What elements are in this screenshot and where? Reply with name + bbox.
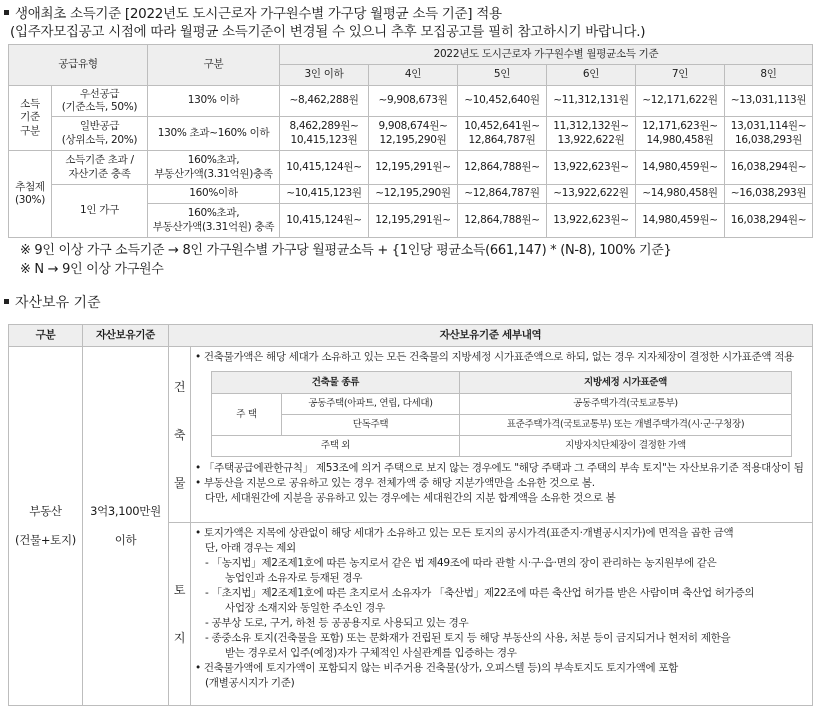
square-bullet-icon — [4, 299, 9, 304]
land-note: - 「농지법」제2조제1호에 따른 농지로서 같은 법 제49조에 따라 관할 시·구·읍·면의 장이 관리하는 농지원부에 같은 — [205, 557, 717, 569]
building-note: • 부동산을 지분으로 공유하고 있는 경우 전체가액 중 해당 지분가액만을 소유한 것으로 봄. — [195, 477, 595, 489]
income-cell: ~12,195,290원 — [369, 185, 458, 204]
income-standard-table — [8, 44, 813, 238]
table-row — [212, 436, 792, 457]
land-note: • 토지가액은 지목에 상관없이 해당 세대가 소유하고 있는 모든 토지의 공시가격(표준지·개별공시지가)에 면적을 곱한 금액 — [195, 527, 734, 539]
land-note: 농업인과 소유자로 등재된 경우 — [225, 572, 363, 584]
standard-value-cell: 지방자치단체장이 결정한 가액 — [460, 436, 792, 457]
header-household-size: 3인 이하 — [280, 65, 369, 86]
header-supply-type: 공급유형 — [9, 45, 148, 86]
table-row — [212, 394, 792, 415]
land-note: 받는 경우로서 입주(예정)자가 구체적인 사실관계를 입증하는 경우 — [225, 647, 517, 659]
header-household-size: 8인 — [725, 65, 813, 86]
income-cell: 12,171,623원~ 14,980,458원 — [636, 117, 725, 151]
table-row — [9, 185, 813, 204]
income-cell: 12,195,291원~ — [369, 151, 458, 185]
income-cell: ~12,171,622원 — [636, 86, 725, 117]
table-row — [9, 347, 813, 523]
income-cell: ~12,864,787원 — [458, 185, 547, 204]
header-asset-category: 구분 — [9, 325, 83, 347]
land-note: - 종중소유 토지(건축물을 포함) 또는 문화재가 건립된 토지 등 해당 부동산의 사용, 처분 등이 금지되거나 현저히 제한을 — [205, 632, 731, 644]
income-cell: 12,864,788원~ — [458, 204, 547, 238]
income-cell: 13,922,623원~ — [547, 151, 636, 185]
income-cell: 10,415,124원~ — [280, 204, 369, 238]
land-note: • 건축물가액에 토지가액이 포함되지 않는 비주거용 건축물(상가, 오피스텔 등)의 부속토지도 토지가액에 포함 — [195, 662, 679, 674]
income-cell: 14,980,459원~ — [636, 151, 725, 185]
header-asset-standard: 자산보유기준 — [83, 325, 169, 347]
land-detail — [191, 523, 813, 706]
building-intro: • 건축물가액은 해당 세대가 소유하고 있는 모든 건축물의 지방세정 시가표준액으로 하되, 없는 경우 지자체장이 결정한 시가표준액 적용 — [195, 351, 794, 363]
category-cell: 130% 이하 — [148, 86, 280, 117]
supply-type-cell: 일반공급 (상위소득, 20%) — [52, 117, 148, 151]
asset-title-text: 자산보유 기준 — [15, 295, 101, 311]
header-building-kind: 건축물 종류 — [212, 372, 460, 394]
land-label: 토 지 — [169, 523, 191, 706]
income-cell: ~8,462,288원 — [280, 86, 369, 117]
standard-value-cell: 표준주택가격(국토교통부) 또는 개별주택가격(시·군·구청장) — [460, 415, 792, 436]
building-label: 건 축 물 — [169, 347, 191, 523]
category-cell: 160%초과, 부동산가액(3.31억원)충족 — [148, 151, 280, 185]
table-row — [9, 151, 813, 185]
supply-type-cell: 소득기준 초과 / 자산기준 충족 — [52, 151, 148, 185]
building-note: 다만, 세대원간에 지분을 공유하고 있는 경우에는 세대원간의 지분 합계액을 소유한 것으로 봄 — [205, 492, 616, 504]
income-cell: ~13,031,113원 — [725, 86, 813, 117]
building-kind-cell: 주택 외 — [212, 436, 460, 457]
asset-category-cell: 부동산 (건물+토지) — [9, 347, 83, 706]
supply-type-cell: 우선공급 (기준소득, 50%) — [52, 86, 148, 117]
income-cell: 14,980,459원~ — [636, 204, 725, 238]
asset-standard-table — [8, 324, 813, 706]
income-cell: ~9,908,673원 — [369, 86, 458, 117]
income-section-title — [4, 2, 502, 22]
income-cell: ~16,038,293원 — [725, 185, 813, 204]
group-label-lottery: 추첨제 (30%) — [9, 151, 52, 238]
standard-value-cell: 공동주택가격(국토교통부) — [460, 394, 792, 415]
land-note: 사업장 소재지와 동일한 주소인 경우 — [225, 602, 385, 614]
income-cell: 13,922,623원~ — [547, 204, 636, 238]
income-cell: 9,908,674원~ 12,195,290원 — [369, 117, 458, 151]
building-valuation-table — [211, 371, 792, 457]
header-category: 구분 — [148, 45, 280, 86]
table-row — [9, 117, 813, 151]
income-cell: 8,462,289원~ 10,415,123원 — [280, 117, 369, 151]
table-row — [212, 415, 792, 436]
income-cell: ~10,452,640원 — [458, 86, 547, 117]
building-detail — [191, 347, 813, 523]
income-cell: ~11,312,131원 — [547, 86, 636, 117]
supply-type-cell: 1인 가구 — [52, 185, 148, 238]
land-note: (개별공시지가 기준) — [205, 677, 295, 689]
income-section-subtitle: (입주자모집공고 시점에 따라 월평균 소득기준이 변경될 수 있으니 추후 모집공고를 필히 참고하시기 바랍니다.) — [10, 24, 646, 40]
house-label: 주 택 — [212, 394, 282, 436]
header-household-size: 5인 — [458, 65, 547, 86]
header-standard-value: 지방세정 시가표준액 — [460, 372, 792, 394]
income-cell: 12,195,291원~ — [369, 204, 458, 238]
income-title-text: 생애최초 소득기준 [2022년도 도시근로자 가구원수별 가구당 월평균 소득 기준] 적용 — [15, 6, 502, 22]
category-cell: 160%초과, 부동산가액(3.31억원) 충족 — [148, 204, 280, 238]
income-cell: 16,038,294원~ — [725, 204, 813, 238]
note-n-definition: ※ N → 9인 이상 가구원수 — [20, 262, 164, 277]
income-cell: 10,452,641원~ 12,864,787원 — [458, 117, 547, 151]
asset-section-title — [4, 292, 101, 312]
income-cell: 12,864,788원~ — [458, 151, 547, 185]
header-income-span: 2022년도 도시근로자 가구원수별 월평균소득 기준 — [280, 45, 813, 65]
square-bullet-icon — [4, 10, 9, 15]
income-cell: 10,415,124원~ — [280, 151, 369, 185]
note-nine-plus-formula: ※ 9인 이상 가구 소득기준 → 8인 가구원수별 가구당 월평균소득 + {1인당 평균소득(661,147) * (N-8), 100% 기준} — [20, 243, 672, 258]
income-cell: ~10,415,123원 — [280, 185, 369, 204]
category-cell: 160%이하 — [148, 185, 280, 204]
asset-standard-cell: 3억3,100만원 이하 — [83, 347, 169, 706]
header-asset-detail: 자산보유기준 세부내역 — [169, 325, 813, 347]
header-household-size: 7인 — [636, 65, 725, 86]
land-note: - 「초지법」제2조제1호에 따른 초지로서 소유자가 「축산법」제22조에 따른 축산업 허가를 받은 사람이며 축산업 허가증의 — [205, 587, 755, 599]
group-label-income-standard: 소득 기준 구분 — [9, 86, 52, 151]
land-note: - 공부상 도로, 구거, 하천 등 공공용지로 사용되고 있는 경우 — [205, 617, 469, 629]
income-cell: 11,312,132원~ 13,922,622원 — [547, 117, 636, 151]
header-household-size: 4인 — [369, 65, 458, 86]
income-cell: 16,038,294원~ — [725, 151, 813, 185]
income-cell: 13,031,114원~ 16,038,293원 — [725, 117, 813, 151]
income-cell: ~14,980,458원 — [636, 185, 725, 204]
income-cell: ~13,922,622원 — [547, 185, 636, 204]
category-cell: 130% 초과~160% 이하 — [148, 117, 280, 151]
building-note: • 「주택공급에관한규칙」 제53조에 의거 주택으로 보지 않는 경우에도 "해당 주택과 그 주택의 부속 토지"는 자산보유기준 적용대상이 됨 — [195, 462, 804, 474]
header-household-size: 6인 — [547, 65, 636, 86]
building-kind-cell: 공동주택(아파트, 연립, 다세대) — [282, 394, 460, 415]
land-note: 단, 아래 경우는 제외 — [205, 542, 296, 554]
table-row — [9, 86, 813, 117]
building-kind-cell: 단독주택 — [282, 415, 460, 436]
